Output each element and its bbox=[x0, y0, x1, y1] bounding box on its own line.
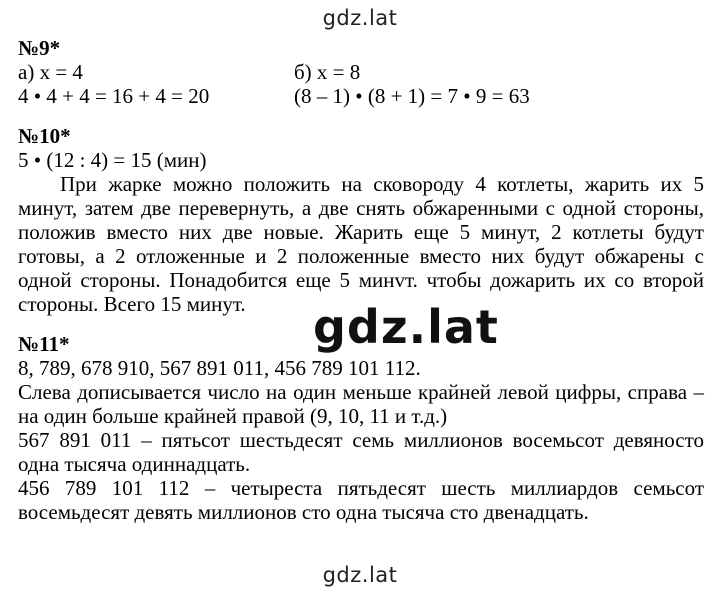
task10-formula: 5 • (12 : 4) = 15 (мин) bbox=[18, 148, 207, 172]
task11-explanation: Слева дописывается число на один меньше крайней левой цифры, справа – на один больше крайней правой (9, 10, 11 и т.д.) bbox=[18, 380, 704, 428]
task9-variant-row bbox=[18, 60, 704, 84]
task10-paragraph: При жарке можно положить на сковороду 4 котлеты, жарить их 5 минут, затем две перевернуть, а две снять обжаренными с одной стороны, положив вместо них две новые. Жарить еще 5 минут, 2 котлеты будут готовы, а 2 отложенные и 2 положенные вместо них будут обжарены с одной стороны. Понадобится еще 5 минvт. чтобы дожарить их со второй стороны. Всего 15 минут. bbox=[18, 172, 704, 316]
task9-a-expression: 4 • 4 + 4 = 16 + 4 = 20 bbox=[18, 84, 210, 108]
watermark-top: gdz.lat bbox=[322, 6, 398, 30]
task11-sequence: 8, 789, 678 910, 567 891 011, 456 789 101 112. bbox=[18, 356, 421, 380]
task10-heading: №10* bbox=[18, 124, 71, 148]
task11-number2-words: 456 789 101 112 – четыреста пятьдесят шесть миллиардов семьсот восемьдесят девять миллионов сто одна тысяча сто двенадцать. bbox=[18, 476, 704, 524]
task9-b-expression: (8 – 1) • (8 + 1) = 7 • 9 = 63 bbox=[294, 84, 530, 108]
task9-a-label: а) x = 4 bbox=[18, 60, 83, 84]
task11-heading: №11* bbox=[18, 332, 70, 356]
task9-expression-row bbox=[18, 84, 704, 108]
task11-number1-words: 567 891 011 – пятьсот шестьдесят семь миллионов восемьсот девяносто одна тысяча одиннадцать. bbox=[18, 428, 704, 476]
task9-b-label: б) x = 8 bbox=[294, 60, 361, 84]
watermark-middle: gdz.lat bbox=[313, 300, 499, 354]
watermark-bottom: gdz.lat bbox=[322, 563, 398, 587]
solution-content bbox=[18, 36, 704, 524]
task9-heading: №9* bbox=[18, 36, 61, 60]
